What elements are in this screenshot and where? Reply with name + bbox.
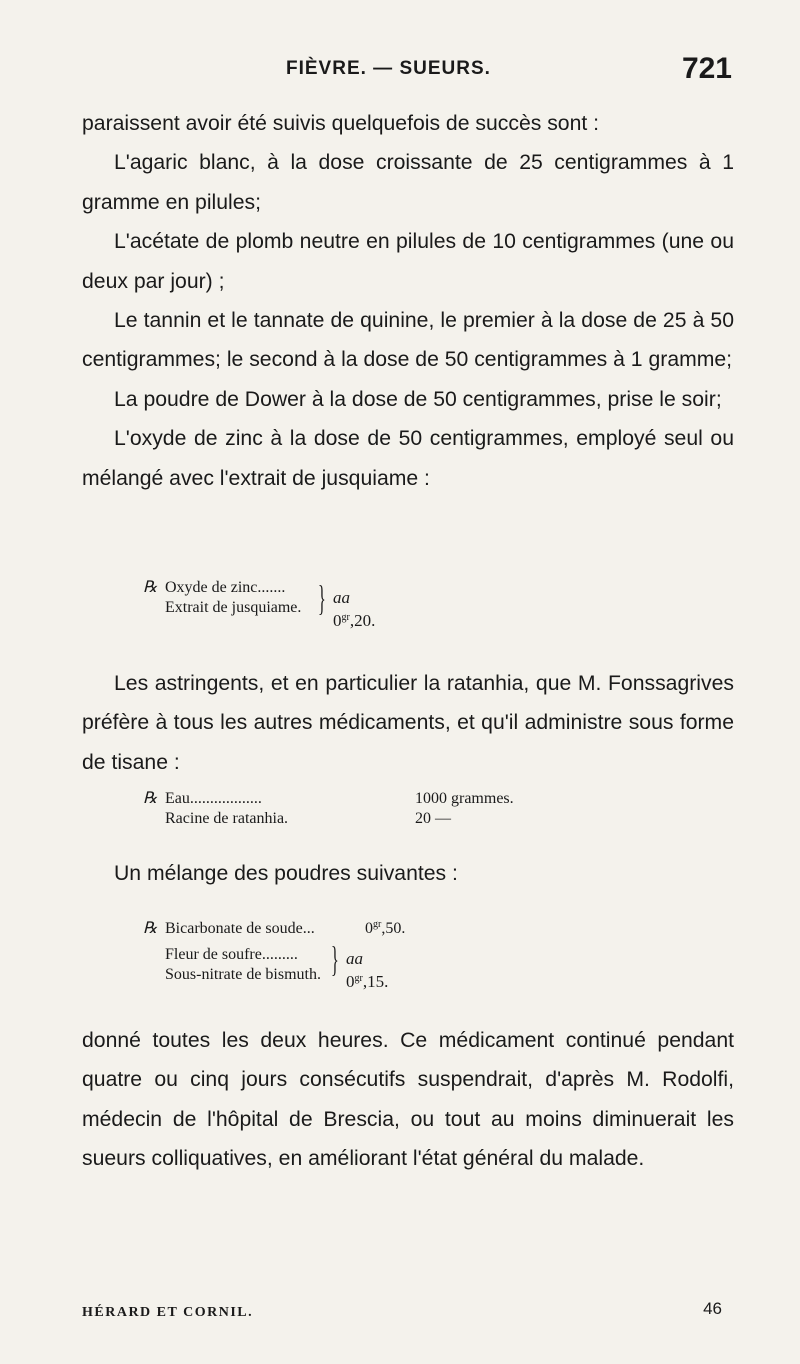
ingredient: Racine de ratanhia. xyxy=(165,810,289,827)
printer-signature: HÉRARD ET CORNIL. xyxy=(82,1305,254,1320)
ingredient: Extrait de jusquiame. xyxy=(165,599,302,616)
signature-mark: 46 xyxy=(703,1299,722,1318)
ingredient: Bicarbonate de soude... xyxy=(165,920,315,937)
quantity: 1000 grammes. xyxy=(415,790,514,807)
paragraph-agaric: L'agaric blanc, à la dose croissante de 25 centigrammes à 1 gramme en pilules; xyxy=(82,151,734,214)
prescription-ratanhia xyxy=(143,789,514,829)
page-number: 721 xyxy=(681,52,732,85)
paragraph-tannin: Le tannin et le tannate de quinine, le premier à la dose de 25 à 50 centigrammes; le second à la dose de 50 centigrammes à 1 gramme; xyxy=(82,309,734,372)
recipe-symbol: ℞ xyxy=(143,790,158,807)
recipe-symbol: ℞ xyxy=(143,579,158,596)
paragraph-zinc: L'oxyde de zinc à la dose de 50 centigrammes, employé seul ou mélangé avec l'extrait de jusquiame : xyxy=(82,427,734,490)
ingredient: Eau.................. xyxy=(165,790,262,807)
paragraph-final: donné toutes les deux heures. Ce médicament continué pendant quatre ou cinq jours consécutifs suspendrait, d'après M. Rodolfi, médecin de l'hôpital de Brescia, ou tout au moins diminuerait les sueurs colliquatives, en améliorant l'état général du malade. xyxy=(82,1029,734,1171)
prescription-zinc xyxy=(143,578,376,630)
paragraph-astringents: Les astringents, et en particulier la ratanhia, que M. Fonssagrives préfère à tous les autres médicaments, et qu'il administre sous forme de tisane : xyxy=(82,672,734,774)
prescription-poudres xyxy=(143,915,406,991)
recipe-symbol: ℞ xyxy=(143,920,158,937)
brace: } xyxy=(318,578,326,618)
main-text-3 xyxy=(82,854,734,893)
brace: } xyxy=(331,939,339,979)
ingredient: Fleur de soufre......... xyxy=(165,946,298,963)
paragraph-acetate: L'acétate de plomb neutre en pilules de 10 centigrammes (une ou deux par jour) ; xyxy=(82,230,734,293)
paragraph-intro: paraissent avoir été suivis quelquefois de succès sont : xyxy=(82,112,600,135)
page-header xyxy=(82,52,732,94)
running-title: FIÈVRE. — SUEURS. xyxy=(286,58,491,79)
dose: aa $0^{gr},15$. xyxy=(346,949,389,991)
main-text-2 xyxy=(82,664,734,782)
paragraph-melange: Un mélange des poudres suivantes : xyxy=(114,862,458,885)
paragraph-dower: La poudre de Dower à la dose de 50 centigrammes, prise le soir; xyxy=(114,387,722,411)
page-footer xyxy=(82,1299,722,1327)
main-text xyxy=(82,104,734,498)
ingredient: Sous-nitrate de bismuth. xyxy=(165,966,321,983)
quantity: 20 — xyxy=(415,810,451,827)
quantity: $0^{gr},50$. xyxy=(365,919,406,937)
dose: aa $0^{gr},20$. xyxy=(333,588,376,630)
ingredient: Oxyde de zinc....... xyxy=(165,579,286,596)
main-text-4 xyxy=(82,1021,734,1179)
